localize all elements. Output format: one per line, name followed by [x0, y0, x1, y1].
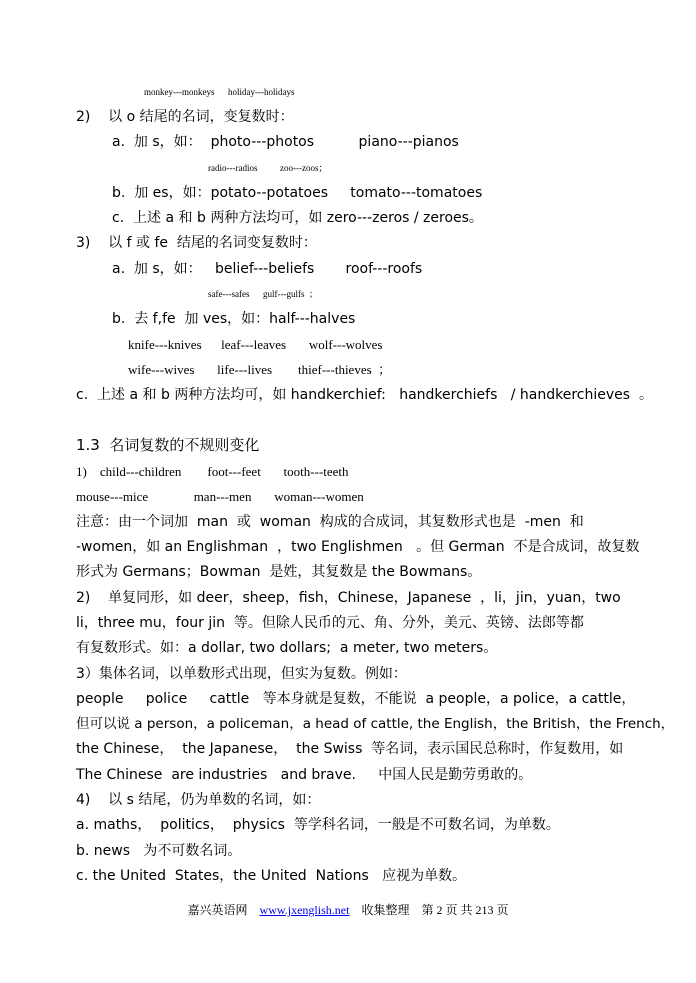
- text-line: a. 加 s，如： belief---beliefs roof---roofs: [112, 261, 423, 277]
- list-heading: 3) 以 f 或 fe 结尾的名词变复数时：: [76, 235, 317, 251]
- page-footer: [0, 901, 696, 919]
- text-line: mouse---mice man---men woman---women: [76, 489, 364, 504]
- footer-page-info: 第 2 页 共 213 页: [421, 903, 509, 917]
- text-line: 2) 单复同形，如 deer，sheep，fish，Chinese，Japanese ，li，jin，yuan，two: [76, 590, 621, 606]
- text-line: -women，如 an Englishman ，two Englishmen 。但 German 不是合成词，故复数: [76, 539, 640, 555]
- text-line: b. news 为不可数名词。: [76, 843, 242, 859]
- text-line: the Chinese， the Japanese， the Swiss 等名词，表示国民总称时，作复数用，如: [76, 741, 624, 757]
- text-line: a. 加 s，如： photo---photos piano---pianos: [112, 134, 459, 150]
- text-line: people police cattle 等本身就是复数，不能说 a people，a police，a cattle，: [76, 691, 636, 707]
- text-line: c. the United States，the United Nations 应视为单数。: [76, 868, 467, 884]
- list-heading: 2) 以 o 结尾的名词，变复数时：: [76, 109, 294, 125]
- text-line: c. 上述 a 和 b 两种方法均可，如 zero---zeros / zeroes。: [112, 210, 483, 226]
- text-line: knife---knives leaf---leaves wolf---wolves: [128, 337, 383, 352]
- text-line: radio---radios zoo---zoos；: [208, 163, 328, 173]
- section-heading: 1.3 名词复数的不规则变化: [76, 436, 260, 454]
- text-line: 但可以说 a person，a policeman，a head of cattle, the English，the British，the French，: [76, 716, 675, 732]
- list-heading: 4) 以 s 结尾，仍为单数的名词，如：: [76, 792, 321, 808]
- text-line: 形式为 Germans；Bowman 是姓，其复数是 the Bowmans。: [76, 564, 482, 580]
- text-line: b. 去 f,fe 加 ves，如：half---halves: [112, 311, 356, 327]
- text-line: 3）集体名词，以单数形式出现，但实为复数。例如：: [76, 666, 407, 682]
- footer-site-link[interactable]: www.jxenglish.net: [259, 903, 350, 917]
- text-line: 有复数形式。如：a dollar, two dollars; a meter, two meters。: [76, 640, 498, 656]
- text-line: b. 加 es，如：potato--potatoes tomato---tomatoes: [112, 185, 483, 201]
- text-line: c. 上述 a 和 b 两种方法均可，如 handkerchief: handkerchiefs / handkerchieves 。: [76, 387, 653, 403]
- text-line: 1) child---children foot---feet tooth---teeth: [76, 464, 349, 479]
- text-line: The Chinese are industries and brave. 中国人民是勤劳勇敢的。: [76, 767, 533, 783]
- footer-collect: 收集整理: [361, 903, 410, 917]
- text-line: safe---safes gulf---gulfs ；: [208, 289, 318, 299]
- text-line: monkey---monkeys holiday---holidays: [144, 87, 295, 97]
- text-line: 注意：由一个词加 man 或 woman 构成的合成词，其复数形式也是 -men 和: [76, 514, 584, 530]
- text-line: li，three mu，four jin 等。但除人民币的元、角、分外，美元、英镑、法郎等都: [76, 615, 584, 631]
- footer-site-name: 嘉兴英语网: [187, 903, 248, 917]
- text-line: wife---wives life---lives thief---thieves ；: [128, 362, 392, 377]
- text-line: a. maths， politics， physics 等学科名词，一般是不可数名词，为单数。: [76, 817, 560, 833]
